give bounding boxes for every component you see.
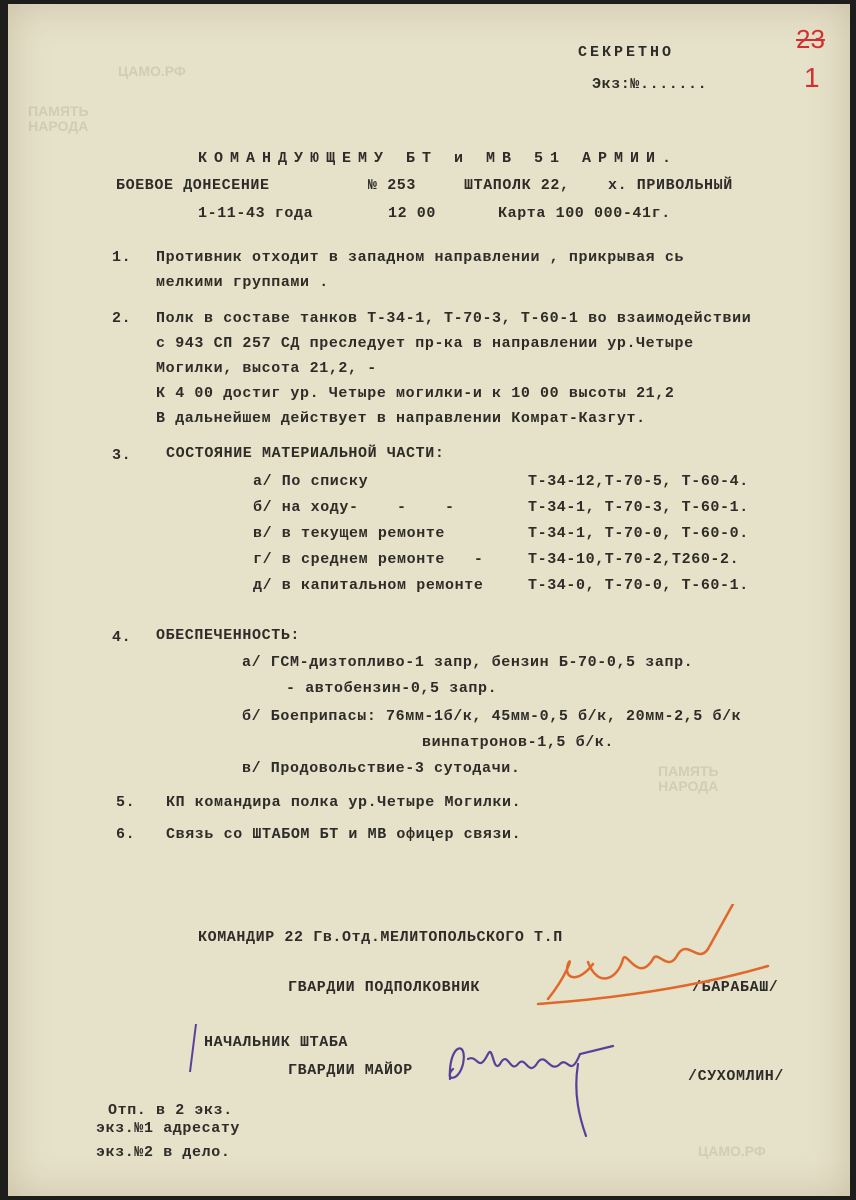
supply-line: в/ Продовольствие-3 сутодачи. — [242, 760, 521, 777]
section-1-line: мелкими группами . — [156, 274, 329, 291]
commander-name: /БАРАБАШ/ — [692, 979, 779, 996]
watermark-tsamo: ЦАМО.РФ — [118, 63, 186, 79]
chief-name: /СУХОМЛИН/ — [688, 1068, 785, 1085]
section-5-text: КП командира полка ур.Четыре Могилки. — [166, 794, 522, 811]
section-2-line: с 943 СП 257 СД преследует пр-ка в направлении ур.Четыре — [156, 335, 694, 352]
section-number: 6. — [116, 826, 136, 843]
document-page — [8, 4, 850, 1196]
copies-note: Отп. в 2 экз. — [108, 1102, 233, 1119]
watermark-memory: ПАМЯТЬ НАРОДА — [28, 103, 89, 134]
material-row-value: Т-34-1, Т-70-3, Т-60-1. — [528, 499, 749, 516]
section-number: 4. — [112, 629, 132, 646]
margin-tick-mark — [184, 1020, 204, 1080]
commander-signature — [528, 904, 788, 1014]
supply-line: винпатронов-1,5 б/к. — [422, 734, 615, 751]
commander-title: КОМАНДИР 22 Гв.Отд.МЕЛИТОПОЛЬСКОГО Т.П — [198, 929, 563, 946]
hq-name: ШТАПОЛК 22, — [464, 177, 570, 194]
map-reference: Карта 100 000-41г. — [498, 205, 671, 222]
material-row-label: г/ в среднем ремонте - — [253, 551, 484, 568]
chief-rank: ГВАРДИИ МАЙОР — [288, 1062, 413, 1079]
watermark-tsamo: ЦАМО.РФ — [698, 1143, 766, 1159]
supply-line: - автобензин-0,5 запр. — [286, 680, 498, 697]
archive-page-number: 1 — [804, 62, 820, 93]
section-number: 2. — [112, 310, 132, 327]
addressee: КОМАНДУЮЩЕМУ БТ и МВ 51 АРМИИ. — [198, 150, 679, 167]
section-3-title: СОСТОЯНИЕ МАТЕРИАЛЬНОЙ ЧАСТИ: — [166, 445, 445, 462]
section-2-line: Могилки, высота 21,2, - — [156, 360, 377, 377]
section-1-line: Противник отходит в западном направлении , прикрывая сь — [156, 249, 685, 266]
report-type: БОЕВОЕ ДОНЕСЕНИЕ — [116, 177, 270, 194]
material-row-label: д/ в капитальном ремонте — [253, 577, 484, 594]
report-date: 1-11-43 года — [198, 205, 314, 222]
location: х. ПРИВОЛЬНЫЙ — [608, 177, 733, 194]
secrecy-stamp: СЕКРЕТНО — [578, 44, 675, 61]
copy-1-note: экз.№1 адресату — [96, 1120, 241, 1137]
chief-title: НАЧАЛЬНИК ШТАБА — [204, 1034, 349, 1051]
material-row-label: в/ в текущем ремонте — [253, 525, 446, 542]
section-number: 1. — [112, 249, 132, 266]
section-number: 5. — [116, 794, 136, 811]
watermark-memory: ПАМЯТЬ НАРОДА — [658, 763, 719, 794]
supply-line: б/ Боеприпасы: 76мм-1б/к, 45мм-0,5 б/к, 20мм-2,5 б/к — [242, 708, 742, 725]
section-4-title: ОБЕСПЕЧЕННОСТЬ: — [156, 627, 301, 644]
material-row-label: а/ По списку — [253, 473, 369, 490]
section-number: 3. — [112, 447, 132, 464]
report-time: 12 00 — [388, 205, 437, 222]
copy-2-note: экз.№2 в дело. — [96, 1144, 231, 1161]
section-2-line: В дальнейшем действует в направлении Комрат-Казгут. — [156, 410, 646, 427]
report-number: № 253 — [368, 177, 417, 194]
section-6-text: Связь со ШТАБОМ БТ и МВ офицер связи. — [166, 826, 522, 843]
supply-line: а/ ГСМ-дизтопливо-1 запр, бензин Б-70-0,5 запр. — [242, 654, 694, 671]
material-row-value: Т-34-10,Т-70-2,Т260-2. — [528, 551, 740, 568]
section-2-line: Полк в составе танков Т-34-1, Т-70-3, Т-60-1 во взаимодействии — [156, 310, 752, 327]
material-row-value: Т-34-1, Т-70-0, Т-60-0. — [528, 525, 749, 542]
commander-rank: ГВАРДИИ ПОДПОЛКОВНИК — [288, 979, 481, 996]
copy-number: Экз:№....... — [592, 76, 708, 93]
section-2-line: К 4 00 достиг ур. Четыре могилки-и к 10 00 высоты 21,2 — [156, 385, 675, 402]
archive-sheet-number: 23 — [796, 24, 825, 54]
material-row-value: Т-34-0, Т-70-0, Т-60-1. — [528, 577, 749, 594]
material-row-value: Т-34-12,Т-70-5, Т-60-4. — [528, 473, 749, 490]
material-row-label: б/ на ходу- - - — [253, 499, 455, 516]
chief-signature — [438, 1024, 628, 1144]
